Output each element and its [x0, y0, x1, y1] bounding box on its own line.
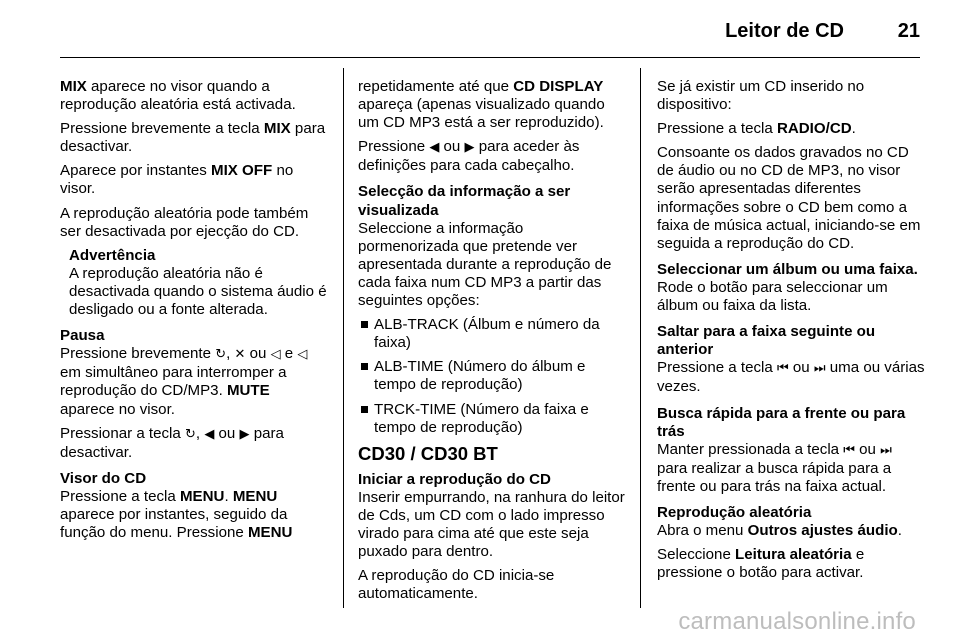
random-heading: Reprodução aleatória — [657, 503, 812, 521]
volume-icon-2: ◁ — [297, 347, 308, 363]
watermark: carmanualsonline.info — [678, 608, 916, 635]
next-track-icon: ⏭ — [813, 361, 826, 377]
album-heading: Seleccionar um álbum ou uma faixa. — [657, 260, 918, 278]
existing-cd-paragraph: Se já existir um CD inserido no dispositivo: — [657, 78, 865, 114]
volume-icon: ◁ — [270, 347, 281, 363]
bullet-square-icon — [361, 321, 368, 328]
mix-off-instruction: Pressione brevemente a tecla MIX para desactivar. — [60, 120, 326, 156]
pausa-heading: Pausa — [60, 327, 105, 345]
list-item: ALB-TIME (Número do álbum e tempo de reprodução) — [358, 358, 626, 394]
selection-heading: Selecção da informação a ser visualizada — [358, 183, 571, 219]
power-icon: ↻ — [215, 347, 227, 363]
visor-heading: Visor do CD — [60, 469, 147, 487]
start-heading: Iniciar a reprodução do CD — [358, 470, 551, 488]
random-menu-paragraph: Abra o menu Outros ajustes áudio. — [657, 522, 902, 540]
note-body: A reprodução aleatória não é desactivada quando o sistema áudio é desligado ou a fonte alterada. — [69, 264, 327, 319]
mix-paragraph: MIX aparece no visor quando a reprodução aleatória está activada. — [60, 78, 296, 114]
skip-paragraph: Pressione a tecla ⏮ ou ⏭ uma ou várias vezes. — [657, 359, 925, 396]
seek-heading: Busca rápida para a frente ou para trás — [657, 404, 906, 440]
warning-note — [69, 247, 328, 319]
page-header-title: Leitor de CD — [725, 20, 844, 42]
header-rule — [60, 57, 920, 58]
prev-track-icon: ⏮ — [843, 442, 855, 458]
visor-paragraph: Pressione a tecla MENU. MENU aparece por instantes, seguido da função do menu. Pressione MENU — [60, 487, 293, 542]
bullet-square-icon — [361, 363, 368, 370]
column-2 — [358, 78, 626, 609]
column-divider-2 — [640, 68, 641, 608]
power-icon-2: ↻ — [185, 426, 196, 442]
deactivate-paragraph: Pressionar a tecla ↻, ◀ ou ▶ para desactivar. — [60, 424, 284, 461]
prev-track-icon: ⏮ — [776, 361, 789, 377]
arrow-right-icon: ▶ — [239, 426, 250, 442]
note-title: Advertência — [69, 246, 156, 264]
mix-off-display: Aparece por instantes MIX OFF no visor. — [60, 162, 294, 198]
list-item: ALB-TRACK (Álbum e número da faixa) — [358, 316, 626, 352]
column-1 — [60, 78, 328, 548]
arrow-left-icon: ◀ — [204, 426, 215, 442]
random-select-paragraph: Seleccione Leitura aleatória e pressione o botão para activar. — [657, 546, 865, 582]
eject-paragraph: A reprodução aleatória pode também ser desactivada por ejecção do CD. — [60, 204, 309, 240]
next-track-icon: ⏭ — [880, 442, 892, 458]
options-list — [358, 316, 626, 437]
cd-display-paragraph: repetidamente até que CD DISPLAY apareça (apenas visualizado quando um CD MP3 está a ser reproduzido). — [358, 78, 605, 132]
autostart-paragraph: A reprodução do CD inicia-se automaticamente. — [358, 567, 555, 603]
column-3 — [657, 78, 925, 588]
header-nav-paragraph: Pressione ◀ ou ▶ para aceder às definições para cada cabeçalho. — [358, 138, 580, 175]
arrow-right-icon: ▶ — [464, 140, 475, 156]
bullet-square-icon — [361, 406, 368, 413]
display-info-paragraph: Consoante os dados gravados no CD de áudio ou no CD de MP3, no visor serão apresentadas diferentes informações sobre o CD bem como a faixa de música actual, iniciando-se em seguida a reprodução do CD. — [657, 144, 921, 252]
skip-heading: Saltar para a faixa seguinte ou anterior — [657, 323, 876, 359]
mute-icon: ✕ — [234, 347, 246, 363]
column-divider-1 — [343, 68, 344, 608]
radio-cd-paragraph: Pressione a tecla RADIO/CD. — [657, 120, 856, 138]
seek-paragraph: Manter pressionada a tecla ⏮ ou ⏭ para realizar a busca rápida para a frente ou para trás na faixa actual. — [657, 440, 892, 495]
pausa-paragraph: Pressione brevemente ↻, ✕ ou ◁ e ◁ em simultâneo para interromper a reprodução do CD/MP3. MUTE aparece no visor. — [60, 345, 308, 418]
selection-paragraph: Seleccione a informação pormenorizada que pretende ver apresentada durante a reprodução de cada faixa num CD MP3 a partir das seguintes opções: — [358, 219, 612, 310]
start-paragraph: Inserir empurrando, na ranhura do leitor de Cds, um CD com o lado impresso virado para cima até que este seja puxado para dentro. — [358, 488, 625, 561]
section-title: CD30 / CD30 BT — [358, 442, 498, 464]
page-number: 21 — [897, 20, 920, 42]
album-paragraph: Rode o botão para seleccionar um álbum ou faixa da lista. — [657, 278, 888, 315]
arrow-left-icon: ◀ — [429, 140, 440, 156]
list-item: TRCK-TIME (Número da faixa e tempo de reprodução) — [358, 401, 626, 437]
